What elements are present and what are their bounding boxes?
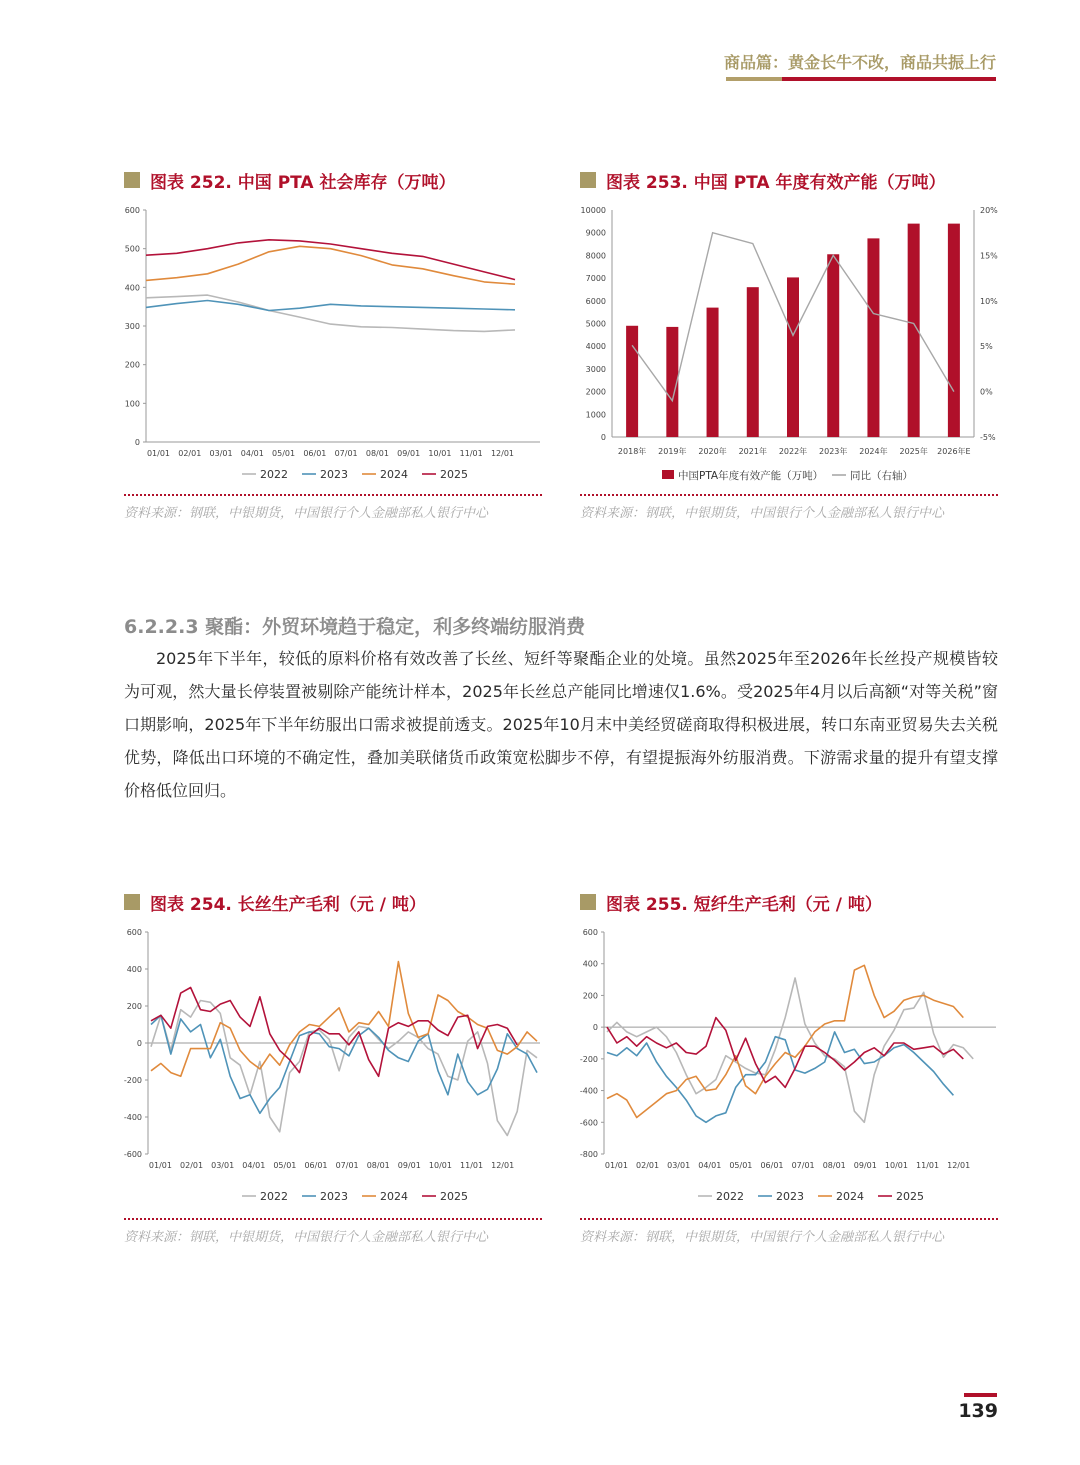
y-tick-label: -200 <box>124 1076 142 1085</box>
legend-label-2025: 2025 <box>440 468 468 481</box>
x-tick-label: 2023年 <box>819 447 848 456</box>
y-tick-label: 200 <box>124 360 140 370</box>
figure-title <box>124 890 426 914</box>
body-paragraph: 2025年下半年，较低的原料价格有效改善了长丝、短纤等聚酯企业的处境。虽然2025年至2026年长丝投产规模皆较为可观，然大量长停装置被剔除产能统计样本，2025年长丝总产能同比增速仅1.6%。受2025年4月以后高额“对等关税”窗口期影响，2025年下半年纺服出口需求被提前透支。2025年10月末中美经贸磋商取得积极进展，转口东南亚贸易失去关税优势，降低出口环境的不确定性，叠加美联储货币政策宽松脚步不停，有望提振海外纺服消费。下游需求量的提升有望支撑价格低位回归。 <box>124 649 998 800</box>
figure-source: 资料来源：钢联，中银期货，中国银行个人金融部私人银行中心 <box>580 1230 945 1245</box>
legend-label-2024: 2024 <box>380 1190 408 1203</box>
x-tick-label: 06/01 <box>304 1161 328 1170</box>
x-tick-label: 12/01 <box>490 449 515 458</box>
series-line-2022 <box>607 978 973 1122</box>
x-tick-label: 2021年 <box>738 447 767 456</box>
legend-label-capacity: 中国PTA年度有效产能（万吨） <box>678 470 824 482</box>
x-tick-label: 05/01 <box>273 1161 297 1170</box>
x-tick-label: 04/01 <box>240 449 264 458</box>
x-tick-label: 03/01 <box>211 1161 235 1170</box>
x-tick-label: 08/01 <box>366 1161 390 1170</box>
y-tick-label: -600 <box>124 1150 142 1159</box>
bar-2022年 <box>787 277 799 437</box>
x-tick-label: 12/01 <box>947 1161 971 1170</box>
y-tick-label: 600 <box>124 206 140 215</box>
y-tick-label: 600 <box>126 928 142 937</box>
y2-tick-label: 5% <box>980 342 993 352</box>
x-tick-label: 03/01 <box>667 1161 691 1170</box>
y-tick-label: 6000 <box>585 296 606 306</box>
figure-title <box>580 168 946 192</box>
x-tick-label: 02/01 <box>636 1161 660 1170</box>
legend-label-2022: 2022 <box>260 468 288 481</box>
y-tick-label: 7000 <box>585 274 606 284</box>
x-tick-label: 05/01 <box>729 1161 753 1170</box>
x-tick-label: 2020年 <box>698 447 727 456</box>
y-tick-label: 5000 <box>585 319 606 329</box>
x-tick-label: 09/01 <box>397 449 421 458</box>
y-tick-label: 9000 <box>585 228 606 238</box>
figure-source: 资料来源：钢联，中银期货，中国银行个人金融部私人银行中心 <box>580 506 945 521</box>
x-tick-label: 10/01 <box>428 449 452 458</box>
divider <box>124 1218 542 1220</box>
x-tick-label: 04/01 <box>698 1161 722 1170</box>
header-rule <box>726 77 996 81</box>
x-tick-label: 10/01 <box>884 1161 908 1170</box>
title-marker-icon <box>580 172 596 188</box>
x-tick-label: 07/01 <box>791 1161 815 1170</box>
y-tick-label: -200 <box>580 1054 598 1064</box>
figure-title-text: 图表 253. 中国 PTA 年度有效产能（万吨） <box>606 172 946 193</box>
x-tick-label: 01/01 <box>148 1161 172 1170</box>
legend-label-2023: 2023 <box>320 468 348 481</box>
title-marker-icon <box>124 172 140 188</box>
y-tick-label: 500 <box>124 244 140 254</box>
y-tick-label: 300 <box>124 322 140 331</box>
y-tick-label: -400 <box>580 1086 598 1096</box>
x-tick-label: 08/01 <box>822 1161 846 1170</box>
series-line-2023 <box>607 1032 953 1122</box>
chart-pta-inventory <box>124 200 544 500</box>
legend-label-2023: 2023 <box>776 1190 804 1203</box>
legend-label-2022: 2022 <box>716 1190 744 1203</box>
bar-2024年 <box>867 238 879 437</box>
y-tick-label: 4000 <box>585 342 606 352</box>
x-tick-label: 05/01 <box>272 449 296 458</box>
x-tick-label: 02/01 <box>178 449 202 458</box>
chart-pta-capacity <box>580 200 1000 500</box>
legend-swatch-capacity <box>662 470 674 479</box>
chart-staple-fiber-margin <box>580 922 1000 1222</box>
y-tick-label: 400 <box>126 965 142 974</box>
y-tick-label: 600 <box>582 928 598 937</box>
bar-2026年E <box>948 224 960 437</box>
page-number-bar <box>964 1393 997 1397</box>
section-title: 6.2.2.3 聚酯：外贸环境趋于稳定，利多终端纺服消费 <box>124 616 586 638</box>
x-tick-label: 2022年 <box>778 447 808 456</box>
figure-253 <box>580 168 1000 528</box>
y2-tick-label: 0% <box>980 387 993 397</box>
y-tick-label: 2000 <box>585 387 606 397</box>
y-tick-label: 8000 <box>585 251 606 261</box>
x-tick-label: 07/01 <box>335 1161 359 1170</box>
figure-252 <box>124 168 544 528</box>
title-marker-icon <box>580 894 596 910</box>
title-marker-icon <box>124 894 140 910</box>
x-tick-label: 2018年 <box>617 447 647 456</box>
y-tick-label: 100 <box>124 399 140 409</box>
figure-title <box>580 890 882 914</box>
y2-tick-label: 20% <box>980 206 998 215</box>
divider <box>580 1218 998 1220</box>
page-number: 139 <box>958 1400 998 1422</box>
y-tick-label: 0 <box>600 433 606 442</box>
series-line-2025 <box>146 240 515 280</box>
x-tick-label: 04/01 <box>242 1161 266 1170</box>
figure-255 <box>580 890 1000 1250</box>
y-tick-label: 3000 <box>585 364 606 374</box>
y-tick-label: 400 <box>582 959 598 969</box>
y-tick-label: 0 <box>136 1039 142 1048</box>
x-tick-label: 12/01 <box>491 1161 515 1170</box>
x-tick-label: 07/01 <box>334 449 358 458</box>
x-tick-label: 11/01 <box>459 449 483 458</box>
legend-label-2025: 2025 <box>440 1190 468 1203</box>
figure-title-text: 图表 252. 中国 PTA 社会库存（万吨） <box>150 172 456 193</box>
x-tick-label: 11/01 <box>916 1161 940 1170</box>
legend-label-yoy: 同比（右轴） <box>850 470 913 482</box>
x-tick-label: 03/01 <box>209 449 233 458</box>
figure-254 <box>124 890 544 1250</box>
x-tick-label: 10/01 <box>428 1161 452 1170</box>
y2-tick-label: 10% <box>980 296 998 306</box>
bar-2018年 <box>626 326 638 437</box>
x-tick-label: 01/01 <box>604 1161 628 1170</box>
y2-tick-label: 15% <box>980 251 998 261</box>
y2-tick-label: -5% <box>980 433 996 442</box>
bar-2020年 <box>707 308 719 437</box>
figure-title-text: 图表 254. 长丝生产毛利（元 / 吨） <box>150 894 426 915</box>
series-line-2023 <box>146 301 515 311</box>
series-line-2024 <box>151 962 537 1077</box>
x-tick-label: 02/01 <box>180 1161 204 1170</box>
y-tick-label: 200 <box>126 1002 142 1011</box>
x-tick-label: 06/01 <box>760 1161 784 1170</box>
x-tick-label: 2024年 <box>859 447 888 456</box>
y-tick-label: 1000 <box>585 410 606 420</box>
divider <box>580 494 998 496</box>
y-tick-label: -400 <box>124 1113 142 1122</box>
legend-label-2022: 2022 <box>260 1190 288 1203</box>
x-tick-label: 2019年 <box>658 447 687 456</box>
x-tick-label: 2025年 <box>899 447 928 456</box>
y-tick-label: 0 <box>592 1023 598 1033</box>
figure-source: 资料来源：钢联，中银期货，中国银行个人金融部私人银行中心 <box>124 1230 489 1245</box>
page-header-title: 商品篇：黄金长牛不改，商品共振上行 <box>723 53 996 72</box>
bar-2023年 <box>827 254 839 437</box>
chart-filament-margin <box>124 922 544 1222</box>
legend-label-2025: 2025 <box>896 1190 924 1203</box>
figure-title <box>124 168 456 192</box>
y-tick-label: -600 <box>580 1118 598 1128</box>
figure-source: 资料来源：钢联，中银期货，中国银行个人金融部私人银行中心 <box>124 506 489 521</box>
x-tick-label: 09/01 <box>853 1161 877 1170</box>
y-tick-label: -800 <box>580 1150 598 1159</box>
y-tick-label: 400 <box>124 283 140 293</box>
figure-title-text: 图表 255. 短纤生产毛利（元 / 吨） <box>606 894 882 915</box>
x-tick-label: 06/01 <box>303 449 327 458</box>
legend-label-2023: 2023 <box>320 1190 348 1203</box>
y-tick-label: 200 <box>582 991 598 1001</box>
legend-label-2024: 2024 <box>380 468 408 481</box>
x-tick-label: 09/01 <box>397 1161 421 1170</box>
series-line-2023 <box>151 1015 537 1113</box>
y-tick-label: 10000 <box>580 206 606 215</box>
x-tick-label: 08/01 <box>365 449 389 458</box>
legend-label-2024: 2024 <box>836 1190 864 1203</box>
x-tick-label: 01/01 <box>146 449 171 458</box>
y-tick-label: 0 <box>134 438 140 447</box>
x-tick-label: 2026年E <box>937 447 971 456</box>
x-tick-label: 11/01 <box>460 1161 484 1170</box>
bar-2021年 <box>747 287 759 437</box>
divider <box>124 494 542 496</box>
